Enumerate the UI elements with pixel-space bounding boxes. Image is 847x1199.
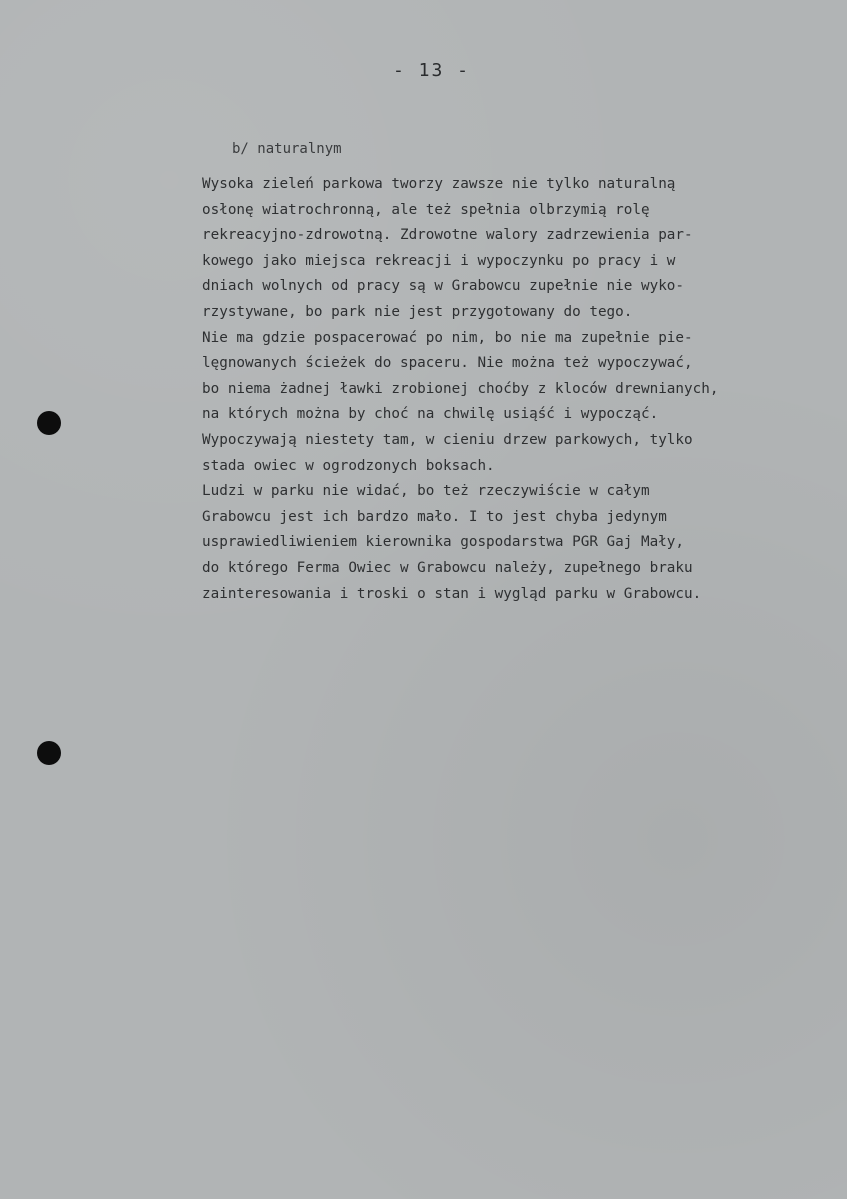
text-line: do którego Ferma Owiec w Grabowcu należy, zupełnego braku — [202, 559, 693, 576]
text-line: rekreacyjno-zdrowotną. Zdrowotne walory zadrzewienia par- — [202, 227, 693, 244]
text-line: bo niema żadnej ławki zrobionej choćby z kloców drewnianych, — [202, 380, 719, 397]
text-line: Ludzi w parku nie widać, bo też rzeczywiście w całym — [202, 483, 650, 500]
text-line: stada owiec w ogrodzonych boksach. — [202, 457, 495, 474]
text-line: Wysoka zieleń parkowa tworzy zawsze nie tylko naturalną — [202, 176, 676, 192]
text-line: dniach wolnych od pracy są w Grabowcu zupełnie nie wyko- — [202, 278, 685, 295]
text-line: Wypoczywają niestety tam, w cieniu drzew parkowych, tylko — [202, 431, 693, 448]
page-number: - 13 - — [393, 60, 471, 81]
text-line: osłonę wiatrochronną, ale też spełnia olbrzymią rolę — [202, 201, 650, 218]
text-line: usprawiedliwieniem kierownika gospodarstwa PGR Gaj Mały, — [202, 534, 685, 551]
text-line: kowego jako miejsca rekreacji i wypoczynku po pracy i w — [202, 252, 676, 269]
text-line: rzystywane, bo park nie jest przygotowany do tego. — [202, 303, 633, 320]
text-line: Grabowcu jest ich bardzo mało. I to jest chyba jedynym — [202, 508, 667, 525]
text-line: zainteresowania i troski o stan i wygląd parku w Grabowcu. — [202, 585, 702, 602]
text-line: lęgnowanych ścieżek do spaceru. Nie można też wypoczywać, — [202, 355, 693, 372]
section-heading: b/ naturalnym — [232, 141, 342, 157]
text-line: Nie ma gdzie pospacerować po nim, bo nie ma zupełnie pie- — [202, 329, 693, 346]
body-text — [202, 172, 718, 607]
punch-hole — [37, 741, 61, 765]
punch-hole — [37, 411, 61, 435]
text-line: na których można by choć na chwilę usiąść i wypocząć. — [202, 406, 659, 423]
